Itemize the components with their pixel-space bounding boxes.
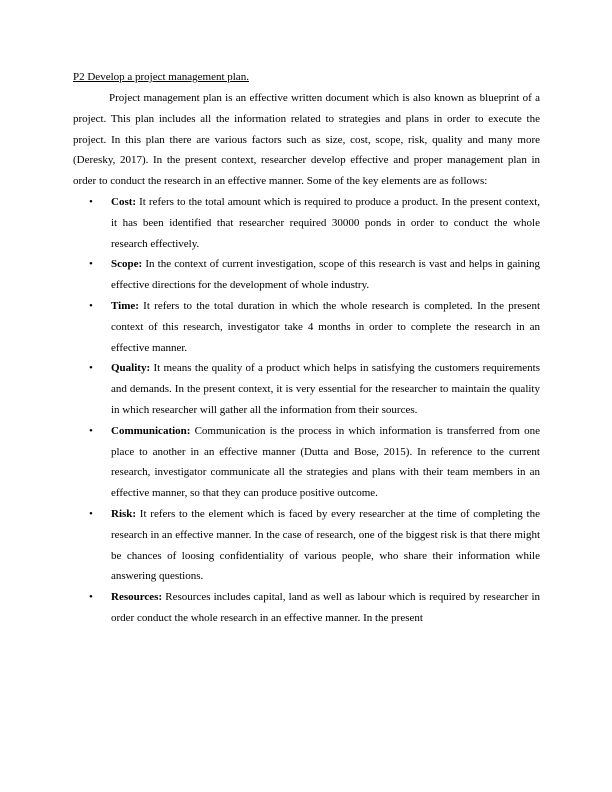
term-label: Communication: xyxy=(111,424,191,437)
term-label: Risk: xyxy=(111,507,137,520)
section-heading: P2 Develop a project management plan. xyxy=(73,71,249,83)
list-item-risk xyxy=(73,504,540,587)
term-label: Time: xyxy=(111,299,139,312)
list-item-scope xyxy=(73,254,540,296)
term-description: It refers to the total amount which is required to produce a product. In the present context, it has been identified that researcher required 30000 ponds in order to conduct the whole research effectively. xyxy=(111,195,540,250)
list-item-time xyxy=(73,296,540,358)
bullet-icon: • xyxy=(89,591,93,604)
bullet-icon: • xyxy=(89,299,93,312)
term-label: Cost: xyxy=(111,195,137,208)
bullet-icon: • xyxy=(89,424,93,437)
term-label: Scope: xyxy=(111,258,143,271)
term-description: Communication is the process in which information is transferred from one place to another in an effective manner (Dutta and Bose, 2015). In reference to the current research, investigator communicate all the strategies and plans with their team members in an effective manner, so that they can produce positive outcome. xyxy=(111,424,540,500)
term-label: Resources: xyxy=(111,591,163,604)
document-page xyxy=(73,70,540,629)
intro-paragraph: Project management plan is an effective written document which is also known as blueprint of a project. This plan includes all the information related to strategies and plans in order to execute the project. In this plan there are various factors such as size, cost, scope, risk, quality and many more (Deresky, 2017). In the present context, researcher develop effective and proper management plan in order to conduct the research in an effective manner. Some of the key elements are as follows: xyxy=(73,92,540,188)
list-item-resources xyxy=(73,587,540,629)
list-item-communication xyxy=(73,421,540,504)
list-item-quality xyxy=(73,358,540,420)
term-label: Quality: xyxy=(111,362,151,375)
list-item-cost xyxy=(73,192,540,254)
term-description: It refers to the element which is faced by every researcher at the time of completing the research in an effective manner. In the case of research, one of the biggest risk is that there might be chances of loosing confidentiality of various people, who share their information while answering questions. xyxy=(111,507,540,583)
bullet-icon: • xyxy=(89,507,93,520)
key-elements-list xyxy=(73,192,540,629)
bullet-icon: • xyxy=(89,195,93,208)
bullet-icon: • xyxy=(89,258,93,271)
term-description: It means the quality of a product which helps in satisfying the customers requirements and demands. In the present context, it is very essential for the researcher to maintain the quality in which researcher will gather all the information from their sources. xyxy=(111,362,540,416)
bullet-icon: • xyxy=(89,362,93,375)
term-description: Resources includes capital, land as well as labour which is required by researcher in order conduct the whole research in an effective manner. In the present xyxy=(111,591,540,624)
term-description: It refers to the total duration in which the whole research is completed. In the present context of this research, investigator take 4 months in order to complete the research in an effective manner. xyxy=(111,299,540,354)
term-description: In the context of current investigation, scope of this research is vast and helps in gaining effective directions for the development of whole industry. xyxy=(111,258,540,292)
